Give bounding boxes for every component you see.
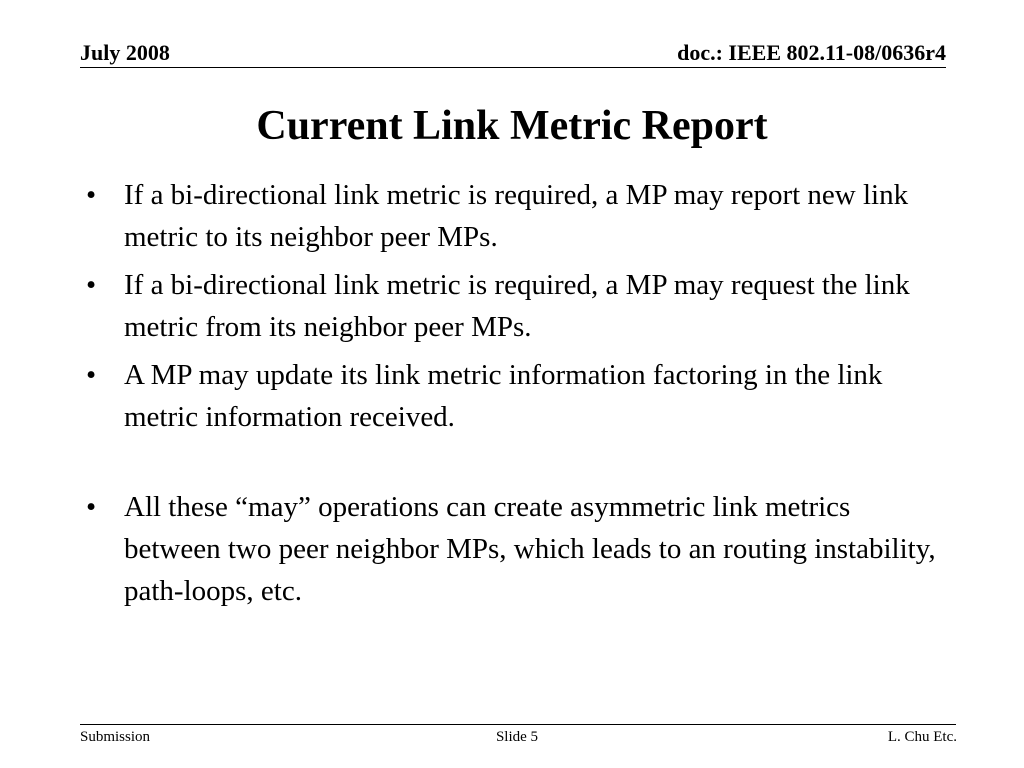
- bullet-item: [0, 354, 944, 438]
- header-date: July 2008: [80, 40, 170, 65]
- bullet-icon: •: [86, 269, 97, 301]
- footer-divider: [80, 724, 956, 725]
- bullet-icon: •: [86, 179, 97, 211]
- bullet-item: [0, 264, 944, 348]
- footer-slide-number: Slide 5: [495, 729, 539, 745]
- header-doc-id: doc.: IEEE 802.11-08/0636r4: [677, 40, 946, 65]
- bullet-icon: •: [86, 491, 97, 523]
- bullet-item: [0, 486, 944, 612]
- footer-submission: Submission: [80, 729, 151, 745]
- bullet-text: A MP may update its link metric information factoring in the link metric information received.: [124, 359, 883, 433]
- bullet-list: [0, 174, 1024, 618]
- bullet-text: If a bi-directional link metric is required, a MP may request the link metric from its neighbor peer MPs.: [124, 269, 910, 343]
- bullet-text: All these “may” operations can create asymmetric link metrics between two peer neighbor MPs, which leads to an routing instability, path-loops, etc.: [124, 491, 936, 607]
- header-divider: [80, 67, 946, 68]
- bullet-item: [0, 174, 944, 258]
- footer-author: L. Chu Etc.: [887, 729, 957, 745]
- bullet-text: If a bi-directional link metric is required, a MP may report new link metric to its neighbor peer MPs.: [124, 179, 909, 253]
- bullet-icon: •: [86, 359, 97, 391]
- slide-title: Current Link Metric Report: [256, 103, 768, 149]
